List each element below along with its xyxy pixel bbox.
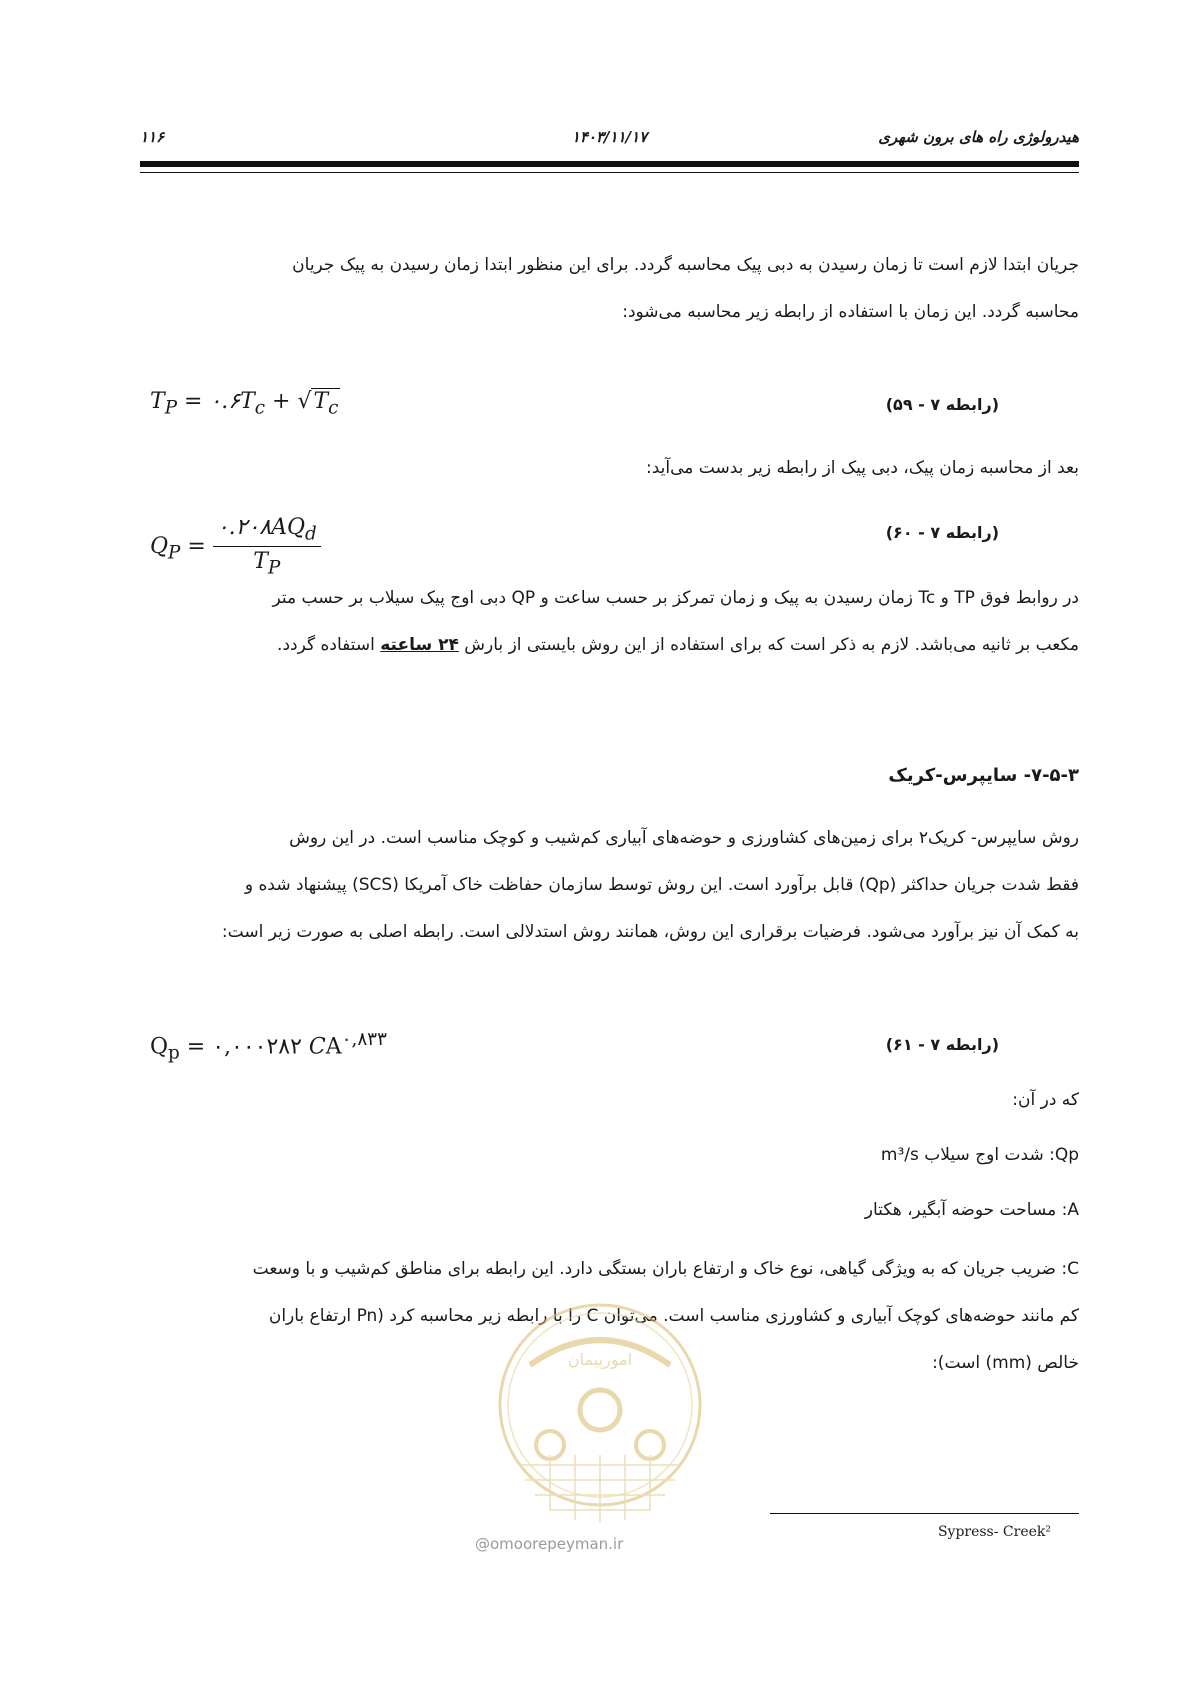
paragraph-1 bbox=[140, 242, 1079, 336]
equation-59-formula: $T_P$ = $۰.۶T_c + √T_c$ bbox=[150, 389, 339, 419]
paragraph-1-line-1: جریان ابتدا لازم است تا زمان رسیدن به دبی پیک محاسبه گردد. برای این منظور ابتدا زمان رسیدن به پیک جریان bbox=[292, 255, 1079, 275]
equation-59-label: (رابطه ۷ - ۵۹) bbox=[885, 395, 999, 414]
paragraph-5-line-1: C: ضریب جریان که به ویژگی گیاهی، نوع خاک و ارتفاع باران بستگی دارد. این رابطه برای مناطق کم‌شیب و با وسعت bbox=[252, 1259, 1079, 1279]
paragraph-5-line-2: کم مانند حوضه‌های کوچک آبیاری و کشاورزی مناسب است. می‌توان C را با رابطه زیر محاسبه کرد (Pn ارتفاع باران bbox=[268, 1306, 1079, 1326]
footnote: Sypress- Creek² bbox=[937, 1524, 1051, 1540]
paragraph-4 bbox=[140, 815, 1079, 956]
paragraph-3-line-1: در روابط فوق TP و Tc زمان رسیدن به پیک و زمان تمرکز بر حسب ساعت و QP دبی اوج پیک سیلاب بر حسب متر bbox=[272, 588, 1079, 608]
paragraph-3-text-a: مکعب بر ثانیه می‌باشد. لازم به ذکر است که برای استفاده از این روش بایستی از بارش bbox=[458, 635, 1079, 655]
equation-61-label: (رابطه ۷ - ۶۱) bbox=[885, 1035, 999, 1054]
paragraph-3 bbox=[140, 575, 1079, 669]
equation-60-label: (رابطه ۷ - ۶۰) bbox=[885, 523, 999, 542]
where-text: که در آن: bbox=[1012, 1090, 1079, 1110]
header-date: ۱۴۰۳/۱۱/۱۷ bbox=[571, 128, 648, 146]
equation-60 bbox=[140, 505, 1079, 579]
page-number: ۱۱۶ bbox=[140, 128, 165, 146]
paragraph-2 bbox=[140, 445, 1079, 492]
paragraph-5-line-3: خالص (mm) است): bbox=[932, 1353, 1079, 1373]
paragraph-3-line-2 bbox=[140, 622, 1079, 669]
paragraph-1-line-2: محاسبه گردد. این زمان با استفاده از رابطه زیر محاسبه می‌شود: bbox=[622, 302, 1079, 322]
equation-61-exponent: ۰,۸۳۳ bbox=[341, 1029, 387, 1050]
footnote-rule bbox=[770, 1513, 1079, 1514]
definition-a: A: مساحت حوضه آبگیر، هکتار bbox=[864, 1200, 1079, 1220]
emphasis-24-hour: ۲۴ ساعته bbox=[380, 635, 459, 655]
watermark-site: @omoorepeyman.ir bbox=[475, 1535, 624, 1553]
equation-60-numerator: ۰.۲۰۸AQ bbox=[216, 515, 305, 540]
header-rule-thick bbox=[140, 161, 1079, 167]
paragraph-3-text-c: استفاده گردد. bbox=[277, 635, 381, 655]
header-title: هیدرولوژی راه های برون شهری bbox=[878, 128, 1079, 146]
paragraph-2-text: بعد از محاسبه زمان پیک، دبی پیک از رابطه زیر بدست می‌آید: bbox=[645, 458, 1079, 478]
definition-qp: Qp: شدت اوج سیلاب m³/s bbox=[880, 1145, 1079, 1165]
header-rule-thin bbox=[140, 172, 1079, 173]
page-header bbox=[140, 128, 1079, 152]
section-heading: ۷-۵-۳- سایپرس-کریک bbox=[888, 765, 1079, 786]
equation-61-formula: $Q_p$ = ۰,۰۰۰۲۸۲ CA$^{۰,۸۳۳}$ bbox=[150, 1029, 387, 1064]
paragraph-4-line-3: به کمک آن نیز برآورد می‌شود. فرضیات برقراری این روش، همانند روش استدلالی است. رابطه اصلی به صورت زیر است: bbox=[221, 922, 1079, 942]
equation-60-subscript: d bbox=[305, 523, 317, 545]
svg-text:امورپیمان: امورپیمان bbox=[567, 1350, 633, 1369]
equation-61-coefficient: ۰,۰۰۰۲۸۲ bbox=[212, 1034, 302, 1060]
equation-61 bbox=[140, 1025, 1079, 1065]
equation-60-formula: $Q_P$ = $\frac{۰.۲۰۸AQ_d}{T_P}$ bbox=[150, 515, 321, 579]
equation-59 bbox=[140, 385, 1079, 425]
paragraph-4-line-1: روش سایپرس- کریک۲ برای زمین‌های کشاورزی و حوضه‌های آبیاری کم‌شیب و کوچک مناسب است. در این روش bbox=[289, 828, 1079, 848]
paragraph-4-line-2: فقط شدت جریان حداکثر (Qp) قابل برآورد است. این روش توسط سازمان حفاظت خاک آمریکا (SCS) پیشنهاد شده و bbox=[244, 875, 1079, 895]
